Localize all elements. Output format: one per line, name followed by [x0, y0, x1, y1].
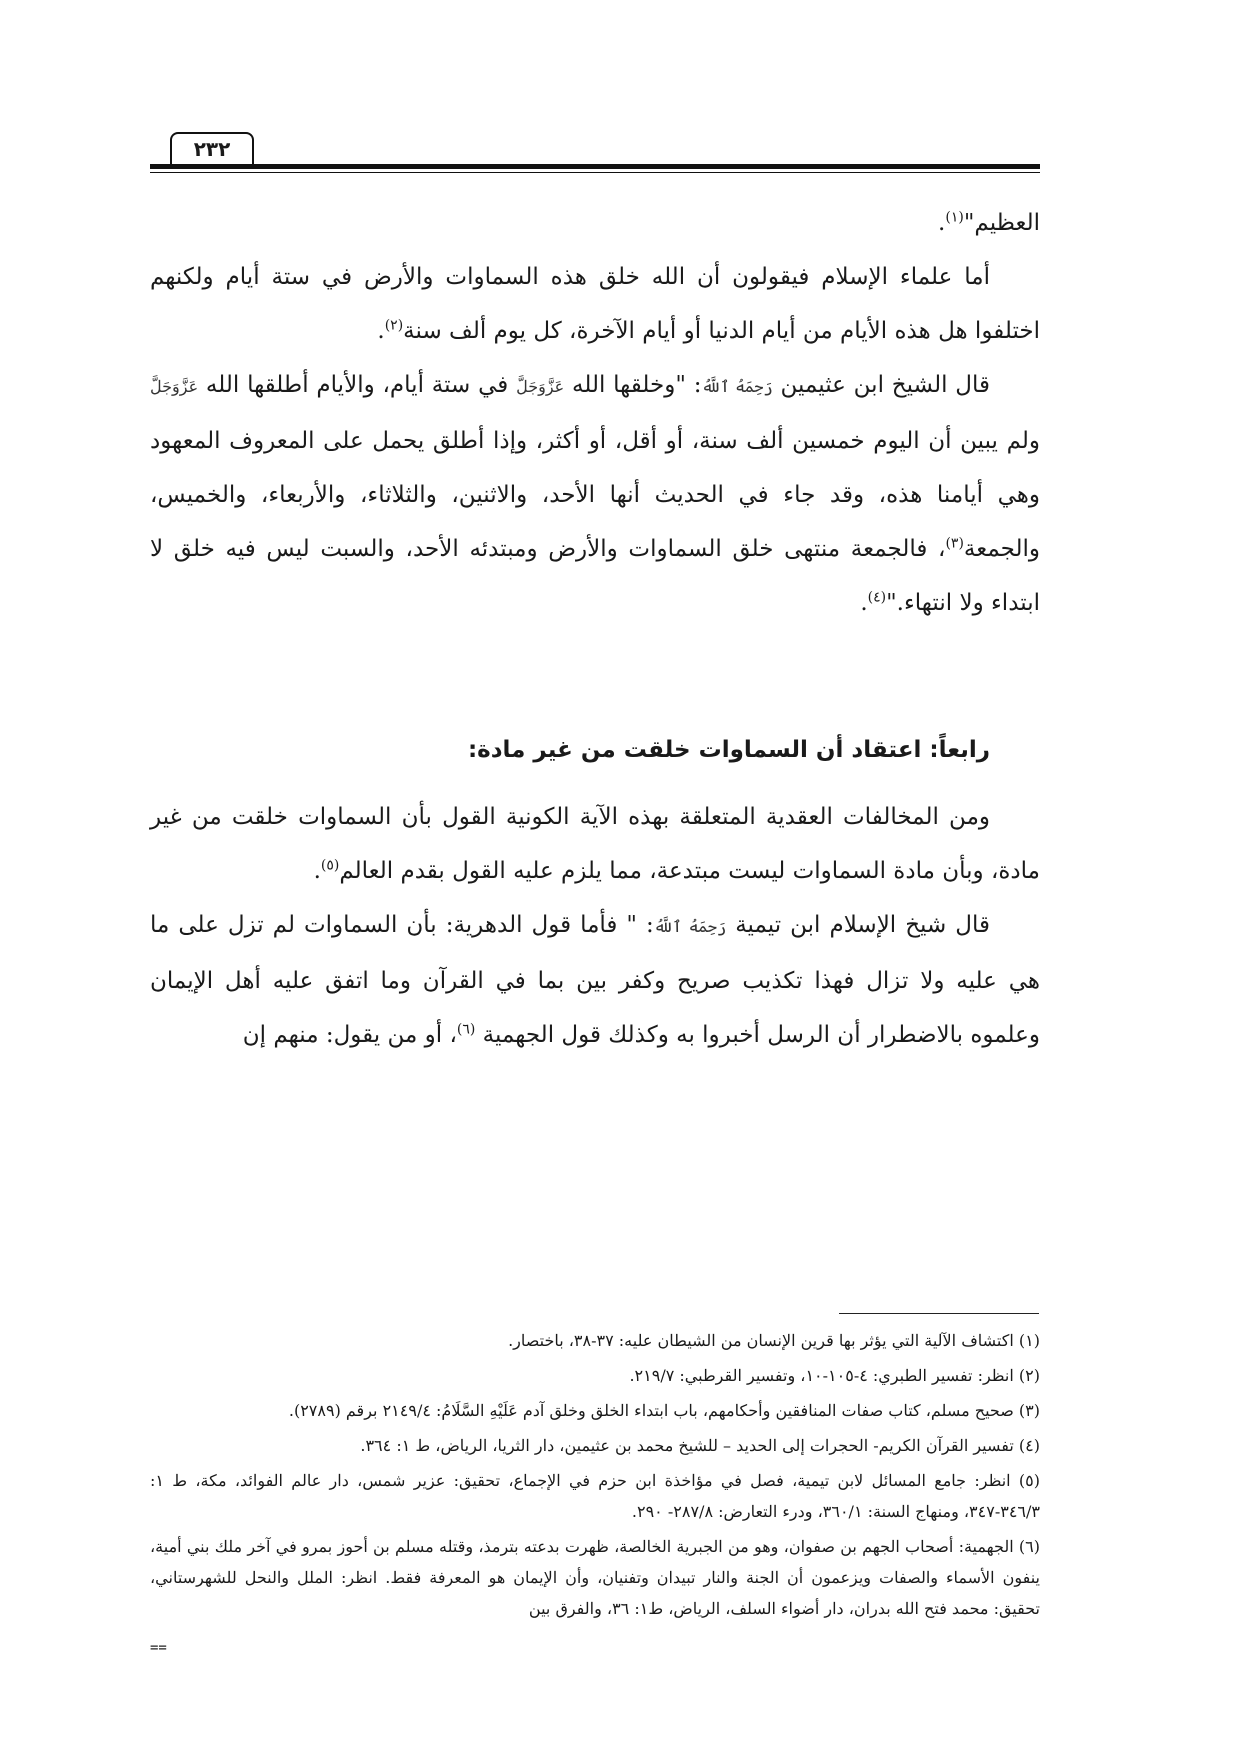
footnote-ref-5[interactable]: (٥) — [320, 857, 340, 874]
paragraph-1: العظيم"$^{(١)}$. — [938, 209, 1040, 236]
footnote-4: (٤) تفسير القرآن الكريم- الحجرات إلى الحديد – للشيخ محمد بن عثيمين، دار الثريا، الرياض، ط ١: ٣٦٤. — [360, 1436, 1040, 1455]
footnote-ref-1[interactable]: (١) — [945, 209, 964, 226]
footnote-2: (٢) انظر: تفسير الطبري: ٤-١٠٥-١٠، وتفسير القرطبي: ٢١٩/٧. — [629, 1366, 1040, 1385]
paragraph-4: ومن المخالفات العقدية المتعلقة بهذه الآية الكونية القول بأن السماوات خلقت من غير مادة، وبأن مادة السماوات ليست مبتدعة، مما يلزم عليه القول بقدم العالم$^{(٥)}$. — [150, 804, 1040, 884]
honorific-rahimahullah: رَحِمَهُ ٱللَّهُ — [701, 377, 773, 396]
footnotes — [150, 1325, 1040, 1628]
footnote-ref-3[interactable]: (٣) — [945, 535, 964, 552]
header-rule — [150, 164, 1040, 169]
honorific-rahimahullah: رَحِمَهُ ٱللَّهُ — [653, 917, 727, 936]
section-heading: رابعاً: اعتقاد أن السماوات خلقت من غير مادة: — [467, 737, 990, 763]
main-text-block-1 — [150, 196, 1040, 630]
footnote-3: (٣) صحيح مسلم، كتاب صفات المنافقين وأحكامهم، باب ابتداء الخلق وخلق آدم عَلَيْهِ السَّلَامُ: ٢١٤٩/٤ برقم (٢٧٨٩). — [288, 1401, 1040, 1420]
footnote-1: (١) اكتشاف الآلية التي يؤثر بها قرين الإنسان من الشيطان عليه: ٣٧-٣٨، باختصار. — [508, 1331, 1040, 1350]
paragraph-2: أما علماء الإسلام فيقولون أن الله خلق هذه السماوات والأرض في ستة أيام ولكنهم اختلفوا هل هذه الأيام من أيام الدنيا أو أيام الآخرة، كل يوم ألف سنة$^{(٢)}$. — [150, 264, 1040, 344]
footnote-5: (٥) انظر: جامع المسائل لابن تيمية، فصل في مؤاخذة ابن حزم في الإجماع، تحقيق: عزير شمس، دار عالم الفوائد، مكة، ط ١: ٣٤٦/٣-٣٤٧، ومنهاج السنة: ٣٦٠/١، ودرء التعارض: ٢٨٧/٨- ٢٩٠. — [150, 1471, 1040, 1521]
paragraph-3: قال الشيخ ابن عثيمين رَحِمَهُ ٱللَّهُ: "وخلقها الله عَزَّوَجَلَّ في ستة أيام، والأيام أطلقها الله عَزَّوَجَلَّ ولم يبين أن اليوم خمسين ألف سنة، أو أقل، أو أكثر، وإذا أطلق يحمل على المعروف المعهود وهي أيامنا هذه، وقد جاء في الحديث أنها الأحد، والاثنين، والثلاثاء، والأربعاء، والخميس، والجمعة$^{(٣)}$، فالجمعة منتهى خلق السماوات والأرض ومبتدئه الأحد، والسبت ليس فيه خلق لا ابتداء ولا انتهاء."$^{(٤)}$. — [150, 372, 1040, 616]
footnote-ref-6[interactable]: (٦) — [456, 1021, 476, 1038]
header-rule-thin — [150, 172, 1040, 173]
honorific-azzawajal: عَزَّوَجَلَّ — [516, 377, 565, 396]
footnote-ref-4[interactable]: (٤) — [867, 589, 887, 606]
page-header — [150, 132, 1040, 172]
footnote-separator — [839, 1313, 1039, 1314]
footnote-ref-2[interactable]: (٢) — [384, 317, 404, 334]
paragraph-5: قال شيخ الإسلام ابن تيمية رَحِمَهُ ٱللَّهُ: " فأما قول الدهرية: بأن السماوات لم تزل على ما هي عليه ولا تزال فهذا تكذيب صريح وكفر بين بما في القرآن وما اتفق عليه أهل الإيمان وعلموه بالاضطرار أن الرسل أخبروا به وكذلك قول الجهمية $^{(٦)}$، أو من يقول: منهم إن — [150, 912, 1040, 1048]
continuation-mark: == — [150, 1640, 167, 1656]
footnote-6: (٦) الجهمية: أصحاب الجهم بن صفوان، وهو من الجبرية الخالصة، ظهرت بدعته بترمذ، وقتله مسلم بن أحوز بمرو في آخر ملك بني أمية، ينفون الأسماء والصفات ويزعمون أن الجنة والنار تبيدان وتفنيان، وأن الإيمان هو المعرفة فقط. انظر: الملل والنحل للشهرستاني، تحقيق: محمد فتح الله بدران، دار أضواء السلف، الرياض، ط١: ٣٦، والفرق بين — [150, 1537, 1040, 1618]
page-number: ٢٣٢ — [170, 132, 254, 164]
honorific-azzawajal: عَزَّوَجَلَّ — [150, 377, 199, 396]
main-text-block-2 — [150, 790, 1040, 1062]
